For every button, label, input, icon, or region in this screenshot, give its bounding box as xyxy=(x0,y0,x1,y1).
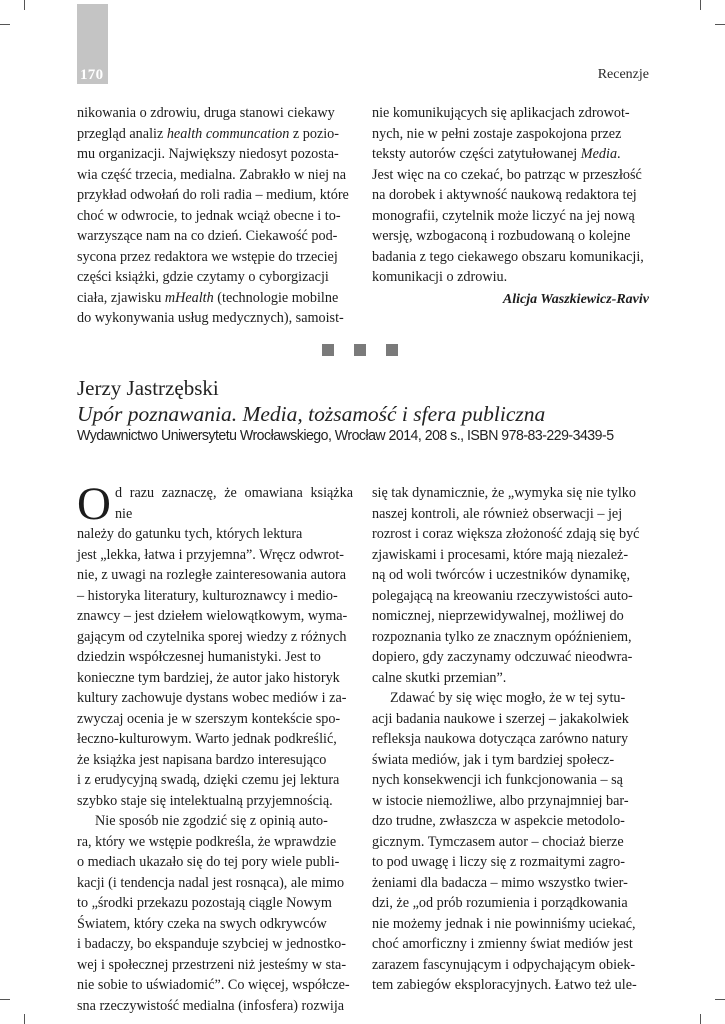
text-line: części książki, gdzie czytamy o cyborgizacji xyxy=(77,269,329,285)
crop-mark xyxy=(715,24,725,25)
text-line: rozrost i coraz większa złożoność zdają się być xyxy=(372,526,640,542)
text-line: naszej kontroli, ale również obserwacji – jej xyxy=(372,505,623,522)
text-line: acji badania naukowe i szerzej – jakakolwiek xyxy=(372,710,629,727)
text-line: choć w odwrocie, to jednak wciąż obecne i to- xyxy=(77,207,341,224)
review-left-column xyxy=(77,478,353,1016)
paragraph xyxy=(372,688,650,996)
crop-mark xyxy=(700,0,701,10)
separator-square xyxy=(386,344,398,356)
reviewer-signature: Alicja Waszkiewicz-Raviv xyxy=(502,292,649,307)
drop-cap: O xyxy=(77,478,111,530)
text-line: wia część trzecia, medialna. Zabrakło w niej na xyxy=(77,166,347,183)
text-line: kacji (i tendencja nadal jest rosnąca), ale mimo xyxy=(77,874,345,891)
text-line: komunikacji o zdrowiu. xyxy=(372,269,508,285)
text-line: wej i społecznej przestrzeni niż jesteśmy w sta- xyxy=(77,956,347,973)
text-line: wersję, wzbogaconą i rozbudowaną o kolejne xyxy=(372,228,631,244)
text-line: żeniami dla badacza – mimo wszystko twier- xyxy=(372,874,628,891)
text-line: się tak dynamicznie, że „wymyka się nie tylko xyxy=(372,485,636,501)
text-line: ra, który we wstępie podkreśla, że wprawdzie xyxy=(77,833,337,850)
text-line: że książka jest napisana bardzo interesująco xyxy=(77,751,327,768)
text-line: Jest więc na co czekać, bo patrząc w przeszłość xyxy=(372,166,642,183)
text-line: jest „lekka, łatwa i przyjemna”. Wręcz odwrot- xyxy=(77,546,345,563)
crop-mark xyxy=(24,0,25,10)
book-title: Upór poznawania. Media, tożsamość i sfera publiczna xyxy=(77,402,546,426)
text-block xyxy=(372,103,650,288)
section-separator xyxy=(322,344,398,356)
paragraph xyxy=(77,811,353,1016)
text-line: teksty autorów części zatytułowanej Media. xyxy=(372,146,621,162)
text-line: nie komunikujących się aplikacjach zdrowot- xyxy=(372,105,630,121)
book-author: Jerzy Jastrzębski xyxy=(77,376,219,400)
text-line: przykład odwołań do roli radia – medium, które xyxy=(77,187,349,203)
crop-mark xyxy=(715,999,725,1000)
text-line: gającym od czytelnika sporej wiedzy z różnych xyxy=(77,628,347,645)
crop-mark xyxy=(24,1014,25,1024)
text-line: szybko staje się intelektualną przyjemnością. xyxy=(77,792,333,809)
text-line: sna rzeczywistość medialna (infosfera) rozwija xyxy=(77,997,345,1014)
text-line: dopiero, gdy zaczynamy odczuwać nieodwra- xyxy=(372,649,633,665)
text-line: warzyszące nam na co dzień. Ciekawość pod- xyxy=(77,228,338,244)
text-line: gicznym. Tymczasem autor – chociaż bierze xyxy=(372,833,624,850)
crop-mark xyxy=(700,1014,701,1024)
text-line: kultury zachowuje dystans wobec mediów i za- xyxy=(77,690,347,706)
text-line: nomicznej, nieprzewidywalnej, możliwej do xyxy=(372,608,624,624)
text-line: to pod uwagę i liczy się z rozmaitymi zagro- xyxy=(372,854,625,870)
paragraph xyxy=(372,483,650,688)
running-head: Recenzje xyxy=(597,67,649,82)
text-line: i badaczy, bo ekspanduje szybciej w jednostko- xyxy=(77,936,346,952)
text-line: do wykonywania usług medycznych), samoist- xyxy=(77,310,344,326)
text-line: dzo trudne, zwłaszcza w aspekcie metodolo- xyxy=(372,813,625,829)
text-line: calne skutki przemian”. xyxy=(372,669,507,686)
text-line: to „środki przekazu pozostają ciągle Nowym xyxy=(77,895,332,911)
paragraph xyxy=(77,478,353,811)
page-number: 170 xyxy=(80,67,104,83)
text-line: nie, z uwagi na rozległe zainteresowania autora xyxy=(77,567,347,583)
text-line: Zdawać by się więc mogło, że w tej sytu- xyxy=(390,690,626,706)
text-line: d razu zaznaczę, że omawiana książka nie xyxy=(114,485,353,522)
text-line: – historyka literatury, kulturoznawcy i medio- xyxy=(77,587,338,604)
text-line: przegląd analiz health communcation z pozio- xyxy=(77,125,339,142)
text-line: na dorobek i aktywność naukową redaktora tej xyxy=(372,187,637,203)
text-line: sycona przez redaktora we wstępie do trzeciej xyxy=(77,248,338,265)
text-line: rozpoznania tylko ze znacznym opóźnieniem, xyxy=(372,628,632,645)
text-line: w istocie niemożliwe, albo przynajmniej bar- xyxy=(372,792,629,809)
text-line: Światem, który czeka na swych odkrywców xyxy=(77,915,327,932)
text-line: nych, nie w pełni zostaje zaspokojona przez xyxy=(372,125,622,142)
text-line: ną od woli twórców i uczestników dynamikę, xyxy=(372,567,631,583)
text-line: tem zabiegów eksploracyjnych. Łatwo też ule- xyxy=(372,977,637,993)
separator-square xyxy=(322,344,334,356)
text-line: refleksja naukowa dotycząca zarówno natury xyxy=(372,731,629,747)
text-line: nie sobie to uświadomić”. Co więcej, współcze- xyxy=(77,977,350,993)
text-line: znawcy – jest dziełem wielowątkowym, wyma- xyxy=(77,608,348,624)
text-line: zjawiskami i procesami, które mają niezależ- xyxy=(372,546,629,563)
text-line: nie możemy jednak i nie powinniśmy uciekać, xyxy=(372,915,636,932)
text-line: zwyczaj ocenia je w szerszym kontekście spo- xyxy=(77,710,341,727)
text-line: nikowania o zdrowiu, druga stanowi ciekawy xyxy=(77,105,335,121)
previous-review-left-column xyxy=(77,103,354,329)
text-line: łeczno-kulturowym. Warto jednak podkreślić, xyxy=(77,731,337,747)
text-line: dziedzin współczesnej humanistyki. Jest to xyxy=(77,649,321,665)
crop-mark xyxy=(0,24,10,25)
text-line: choć amorficzny i zmienny świat mediów jest xyxy=(372,936,633,952)
text-line: świata mediów, jak i tym bardziej społecz- xyxy=(372,751,615,768)
previous-review-right-column xyxy=(372,103,650,288)
text-line: polegającą na kreowaniu rzeczywistości auto- xyxy=(372,587,633,604)
book-publication-info: Wydawnictwo Uniwersytetu Wrocławskiego, Wrocław 2014, 208 s., ISBN 978-83-229-3439-5 xyxy=(77,427,614,444)
text-line: Nie sposób nie zgodzić się z opinią auto- xyxy=(95,813,328,829)
text-line: mu organizacji. Największy niedosyt pozosta- xyxy=(77,146,339,162)
text-line: nych konsekwencji ich funkcjonowania – są xyxy=(372,772,623,788)
text-line: badania z tego ciekawego obszaru komunikacji, xyxy=(372,248,644,265)
text-line: należy do gatunku tych, których lektura xyxy=(77,526,303,542)
text-line: o mediach ukazało się do tej pory wiele publi- xyxy=(77,854,340,870)
paragraph-text xyxy=(77,478,353,809)
text-line: zarazem fascynującym i odpychającym obiek- xyxy=(372,956,636,973)
text-line: dzi, że „od prób rozumienia i porządkowania xyxy=(372,895,628,911)
text-line: monografii, czytelnik może liczyć na jej nową xyxy=(372,207,635,224)
review-right-column xyxy=(372,483,650,996)
text-line: i z erudycyjną swadą, dzięki czemu jej lektura xyxy=(77,772,340,788)
text-block xyxy=(77,103,354,329)
crop-mark xyxy=(0,999,10,1000)
text-line: konieczne tym bardziej, że autor jako historyk xyxy=(77,669,340,686)
text-line: ciała, zjawisku mHealth (technologie mobilne xyxy=(77,289,339,306)
separator-square xyxy=(354,344,366,356)
